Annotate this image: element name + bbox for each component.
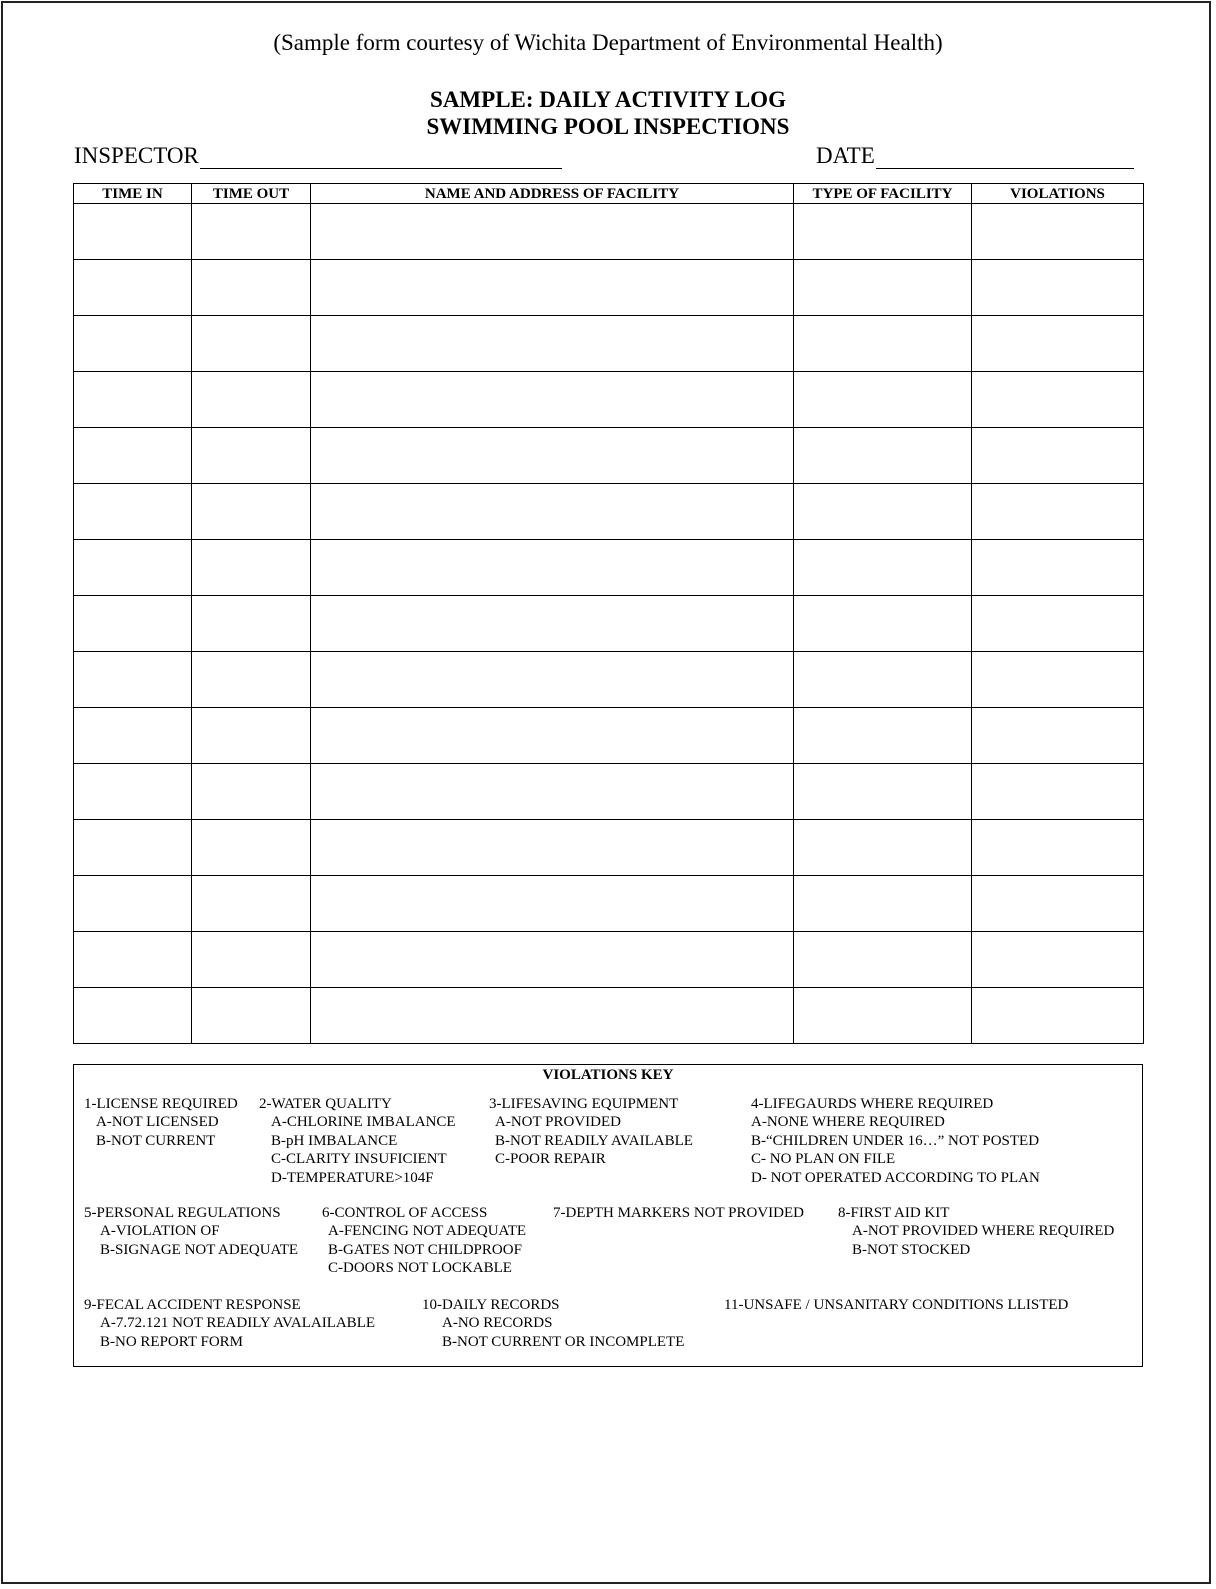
key-group — [84, 1296, 375, 1351]
activity-log-table — [73, 183, 1144, 1044]
facility-type-cell[interactable] — [794, 820, 972, 876]
facility-name-address-cell[interactable] — [311, 764, 794, 820]
table-row — [74, 316, 1144, 372]
table-row — [74, 932, 1144, 988]
time-out-cell[interactable] — [192, 652, 311, 708]
time-in-cell[interactable] — [74, 764, 192, 820]
time-in-cell[interactable] — [74, 652, 192, 708]
time-in-cell[interactable] — [74, 820, 192, 876]
key-group-item: D-TEMPERATURE>104F — [271, 1169, 434, 1186]
violations-cell[interactable] — [972, 540, 1144, 596]
time-out-cell[interactable] — [192, 484, 311, 540]
facility-name-address-cell[interactable] — [311, 540, 794, 596]
table-row — [74, 484, 1144, 540]
inspector-label: INSPECTOR — [74, 143, 199, 168]
key-group — [553, 1204, 804, 1222]
table-row — [74, 204, 1144, 260]
time-out-cell[interactable] — [192, 428, 311, 484]
table-row — [74, 764, 1144, 820]
facility-name-address-cell[interactable] — [311, 428, 794, 484]
key-group-heading: 4-LIFEGAURDS WHERE REQUIRED — [751, 1096, 994, 1112]
key-group-item: C- NO PLAN ON FILE — [751, 1151, 896, 1168]
time-in-cell[interactable] — [74, 988, 192, 1044]
table-row — [74, 988, 1144, 1044]
date-field — [816, 143, 1134, 169]
facility-type-cell[interactable] — [794, 260, 972, 316]
facility-name-address-cell[interactable] — [311, 988, 794, 1044]
key-group — [751, 1095, 1040, 1187]
form-subtitle: SWIMMING POOL INSPECTIONS — [426, 114, 790, 139]
facility-type-cell[interactable] — [794, 876, 972, 932]
inspector-field — [74, 143, 562, 169]
time-in-cell[interactable] — [74, 372, 192, 428]
facility-name-address-cell[interactable] — [311, 372, 794, 428]
key-group-heading: 11-UNSAFE / UNSANITARY CONDITIONS LLISTED — [724, 1297, 1069, 1313]
time-in-cell[interactable] — [74, 540, 192, 596]
facility-type-cell[interactable] — [794, 932, 972, 988]
table-body — [74, 204, 1144, 1044]
table-header-row — [74, 184, 1144, 204]
time-out-cell[interactable] — [192, 260, 311, 316]
violations-cell[interactable] — [972, 428, 1144, 484]
facility-name-address-cell[interactable] — [311, 820, 794, 876]
key-group-item: C-POOR REPAIR — [495, 1151, 606, 1168]
key-group-item: A-7.72.121 NOT READILY AVALAILABLE — [100, 1315, 376, 1332]
inspector-blank[interactable] — [200, 146, 562, 169]
table-row — [74, 540, 1144, 596]
violations-cell[interactable] — [972, 260, 1144, 316]
violations-cell[interactable] — [972, 484, 1144, 540]
date-blank[interactable] — [876, 146, 1134, 169]
col-header-time-out: TIME OUT — [192, 184, 311, 204]
time-out-cell[interactable] — [192, 372, 311, 428]
time-in-cell[interactable] — [74, 596, 192, 652]
key-group — [84, 1095, 238, 1150]
facility-type-cell[interactable] — [794, 316, 972, 372]
facility-name-address-cell[interactable] — [311, 708, 794, 764]
facility-type-cell[interactable] — [794, 988, 972, 1044]
form-title: SAMPLE: DAILY ACTIVITY LOG — [430, 87, 786, 112]
key-group-heading: 10-DAILY RECORDS — [422, 1297, 560, 1313]
violations-cell[interactable] — [972, 596, 1144, 652]
key-group-item: A-NOT PROVIDED WHERE REQUIRED — [852, 1223, 1115, 1240]
time-out-cell[interactable] — [192, 316, 311, 372]
key-group-item: B-SIGNAGE NOT ADEQUATE — [100, 1241, 299, 1258]
violations-cell[interactable] — [972, 316, 1144, 372]
violations-cell[interactable] — [972, 988, 1144, 1044]
time-in-cell[interactable] — [74, 260, 192, 316]
facility-name-address-cell[interactable] — [311, 652, 794, 708]
key-group-item: A-VIOLATION OF — [100, 1223, 220, 1240]
facility-name-address-cell[interactable] — [311, 204, 794, 260]
date-label: DATE — [816, 143, 875, 168]
time-in-cell[interactable] — [74, 484, 192, 540]
facility-type-cell[interactable] — [794, 596, 972, 652]
facility-name-address-cell[interactable] — [311, 876, 794, 932]
key-group — [322, 1204, 526, 1278]
time-out-cell[interactable] — [192, 932, 311, 988]
key-group — [838, 1204, 1114, 1259]
table-row — [74, 652, 1144, 708]
key-group — [259, 1095, 456, 1187]
time-out-cell[interactable] — [192, 596, 311, 652]
key-group-heading: 1-LICENSE REQUIRED — [84, 1096, 238, 1112]
key-group-item: A-NO RECORDS — [442, 1315, 553, 1332]
violations-cell[interactable] — [972, 932, 1144, 988]
time-out-cell[interactable] — [192, 540, 311, 596]
time-out-cell[interactable] — [192, 820, 311, 876]
key-group-heading: 8-FIRST AID KIT — [838, 1205, 950, 1221]
table-row — [74, 596, 1144, 652]
table-row — [74, 260, 1144, 316]
key-group-heading: 5-PERSONAL REGULATIONS — [84, 1205, 281, 1221]
facility-type-cell[interactable] — [794, 484, 972, 540]
violations-cell[interactable] — [972, 708, 1144, 764]
time-in-cell[interactable] — [74, 428, 192, 484]
violations-key-title: VIOLATIONS KEY — [542, 1067, 674, 1083]
key-group-item: B-pH IMBALANCE — [271, 1132, 398, 1149]
key-group-item: B-GATES NOT CHILDPROOF — [328, 1241, 522, 1258]
time-out-cell[interactable] — [192, 204, 311, 260]
facility-type-cell[interactable] — [794, 708, 972, 764]
key-group-item: B-NOT CURRENT — [96, 1132, 216, 1149]
facility-name-address-cell[interactable] — [311, 932, 794, 988]
key-group-item: B-NO REPORT FORM — [100, 1333, 244, 1350]
facility-type-cell[interactable] — [794, 204, 972, 260]
key-group-heading: 7-DEPTH MARKERS NOT PROVIDED — [553, 1205, 804, 1221]
facility-type-cell[interactable] — [794, 428, 972, 484]
violations-cell[interactable] — [972, 764, 1144, 820]
time-out-cell[interactable] — [192, 876, 311, 932]
violations-cell[interactable] — [972, 876, 1144, 932]
key-group-item: C-DOORS NOT LOCKABLE — [328, 1260, 512, 1277]
key-group-item: D- NOT OPERATED ACCORDING TO PLAN — [751, 1169, 1040, 1186]
key-group-heading: 3-LIFESAVING EQUIPMENT — [489, 1096, 679, 1112]
facility-type-cell[interactable] — [794, 764, 972, 820]
table-row — [74, 708, 1144, 764]
key-group-item: A-NOT PROVIDED — [495, 1114, 621, 1131]
col-header-violations: VIOLATIONS — [972, 184, 1144, 204]
table-row — [74, 428, 1144, 484]
courtesy-note: (Sample form courtesy of Wichita Department of Environmental Health) — [273, 30, 943, 55]
key-group-item: C-CLARITY INSUFICIENT — [271, 1151, 447, 1168]
key-group-heading: 6-CONTROL OF ACCESS — [322, 1205, 488, 1221]
facility-name-address-cell[interactable] — [311, 484, 794, 540]
facility-name-address-cell[interactable] — [311, 260, 794, 316]
time-in-cell[interactable] — [74, 204, 192, 260]
time-out-cell[interactable] — [192, 764, 311, 820]
key-group-item: B-NOT CURRENT OR INCOMPLETE — [442, 1333, 685, 1350]
key-group — [724, 1296, 1068, 1314]
table-row — [74, 876, 1144, 932]
facility-type-cell[interactable] — [794, 652, 972, 708]
violations-cell[interactable] — [972, 204, 1144, 260]
col-header-facility-type: TYPE OF FACILITY — [794, 184, 972, 204]
key-group — [489, 1095, 693, 1169]
violations-cell[interactable] — [972, 820, 1144, 876]
key-group-heading: 2-WATER QUALITY — [259, 1096, 392, 1112]
key-group-item: A-NONE WHERE REQUIRED — [751, 1114, 945, 1131]
time-out-cell[interactable] — [192, 988, 311, 1044]
violations-cell[interactable] — [972, 372, 1144, 428]
key-group-item: A-CHLORINE IMBALANCE — [271, 1114, 456, 1131]
time-in-cell[interactable] — [74, 876, 192, 932]
facility-type-cell[interactable] — [794, 372, 972, 428]
key-group-item: A-NOT LICENSED — [96, 1114, 219, 1131]
key-group-item: B-NOT READILY AVAILABLE — [495, 1132, 693, 1149]
table-row — [74, 820, 1144, 876]
key-group — [422, 1296, 684, 1351]
facility-name-address-cell[interactable] — [311, 596, 794, 652]
time-in-cell[interactable] — [74, 316, 192, 372]
key-group-item: B-NOT STOCKED — [852, 1241, 971, 1258]
facility-type-cell[interactable] — [794, 540, 972, 596]
time-out-cell[interactable] — [192, 708, 311, 764]
time-in-cell[interactable] — [74, 708, 192, 764]
key-group-heading: 9-FECAL ACCIDENT RESPONSE — [84, 1297, 301, 1313]
col-header-time-in: TIME IN — [74, 184, 192, 204]
violations-cell[interactable] — [972, 652, 1144, 708]
key-group-item: A-FENCING NOT ADEQUATE — [328, 1223, 527, 1240]
time-in-cell[interactable] — [74, 932, 192, 988]
key-group — [84, 1204, 298, 1259]
table-row — [74, 372, 1144, 428]
key-group-item: B-“CHILDREN UNDER 16…” NOT POSTED — [751, 1132, 1040, 1149]
col-header-facility-name-address: NAME AND ADDRESS OF FACILITY — [311, 184, 794, 204]
facility-name-address-cell[interactable] — [311, 316, 794, 372]
